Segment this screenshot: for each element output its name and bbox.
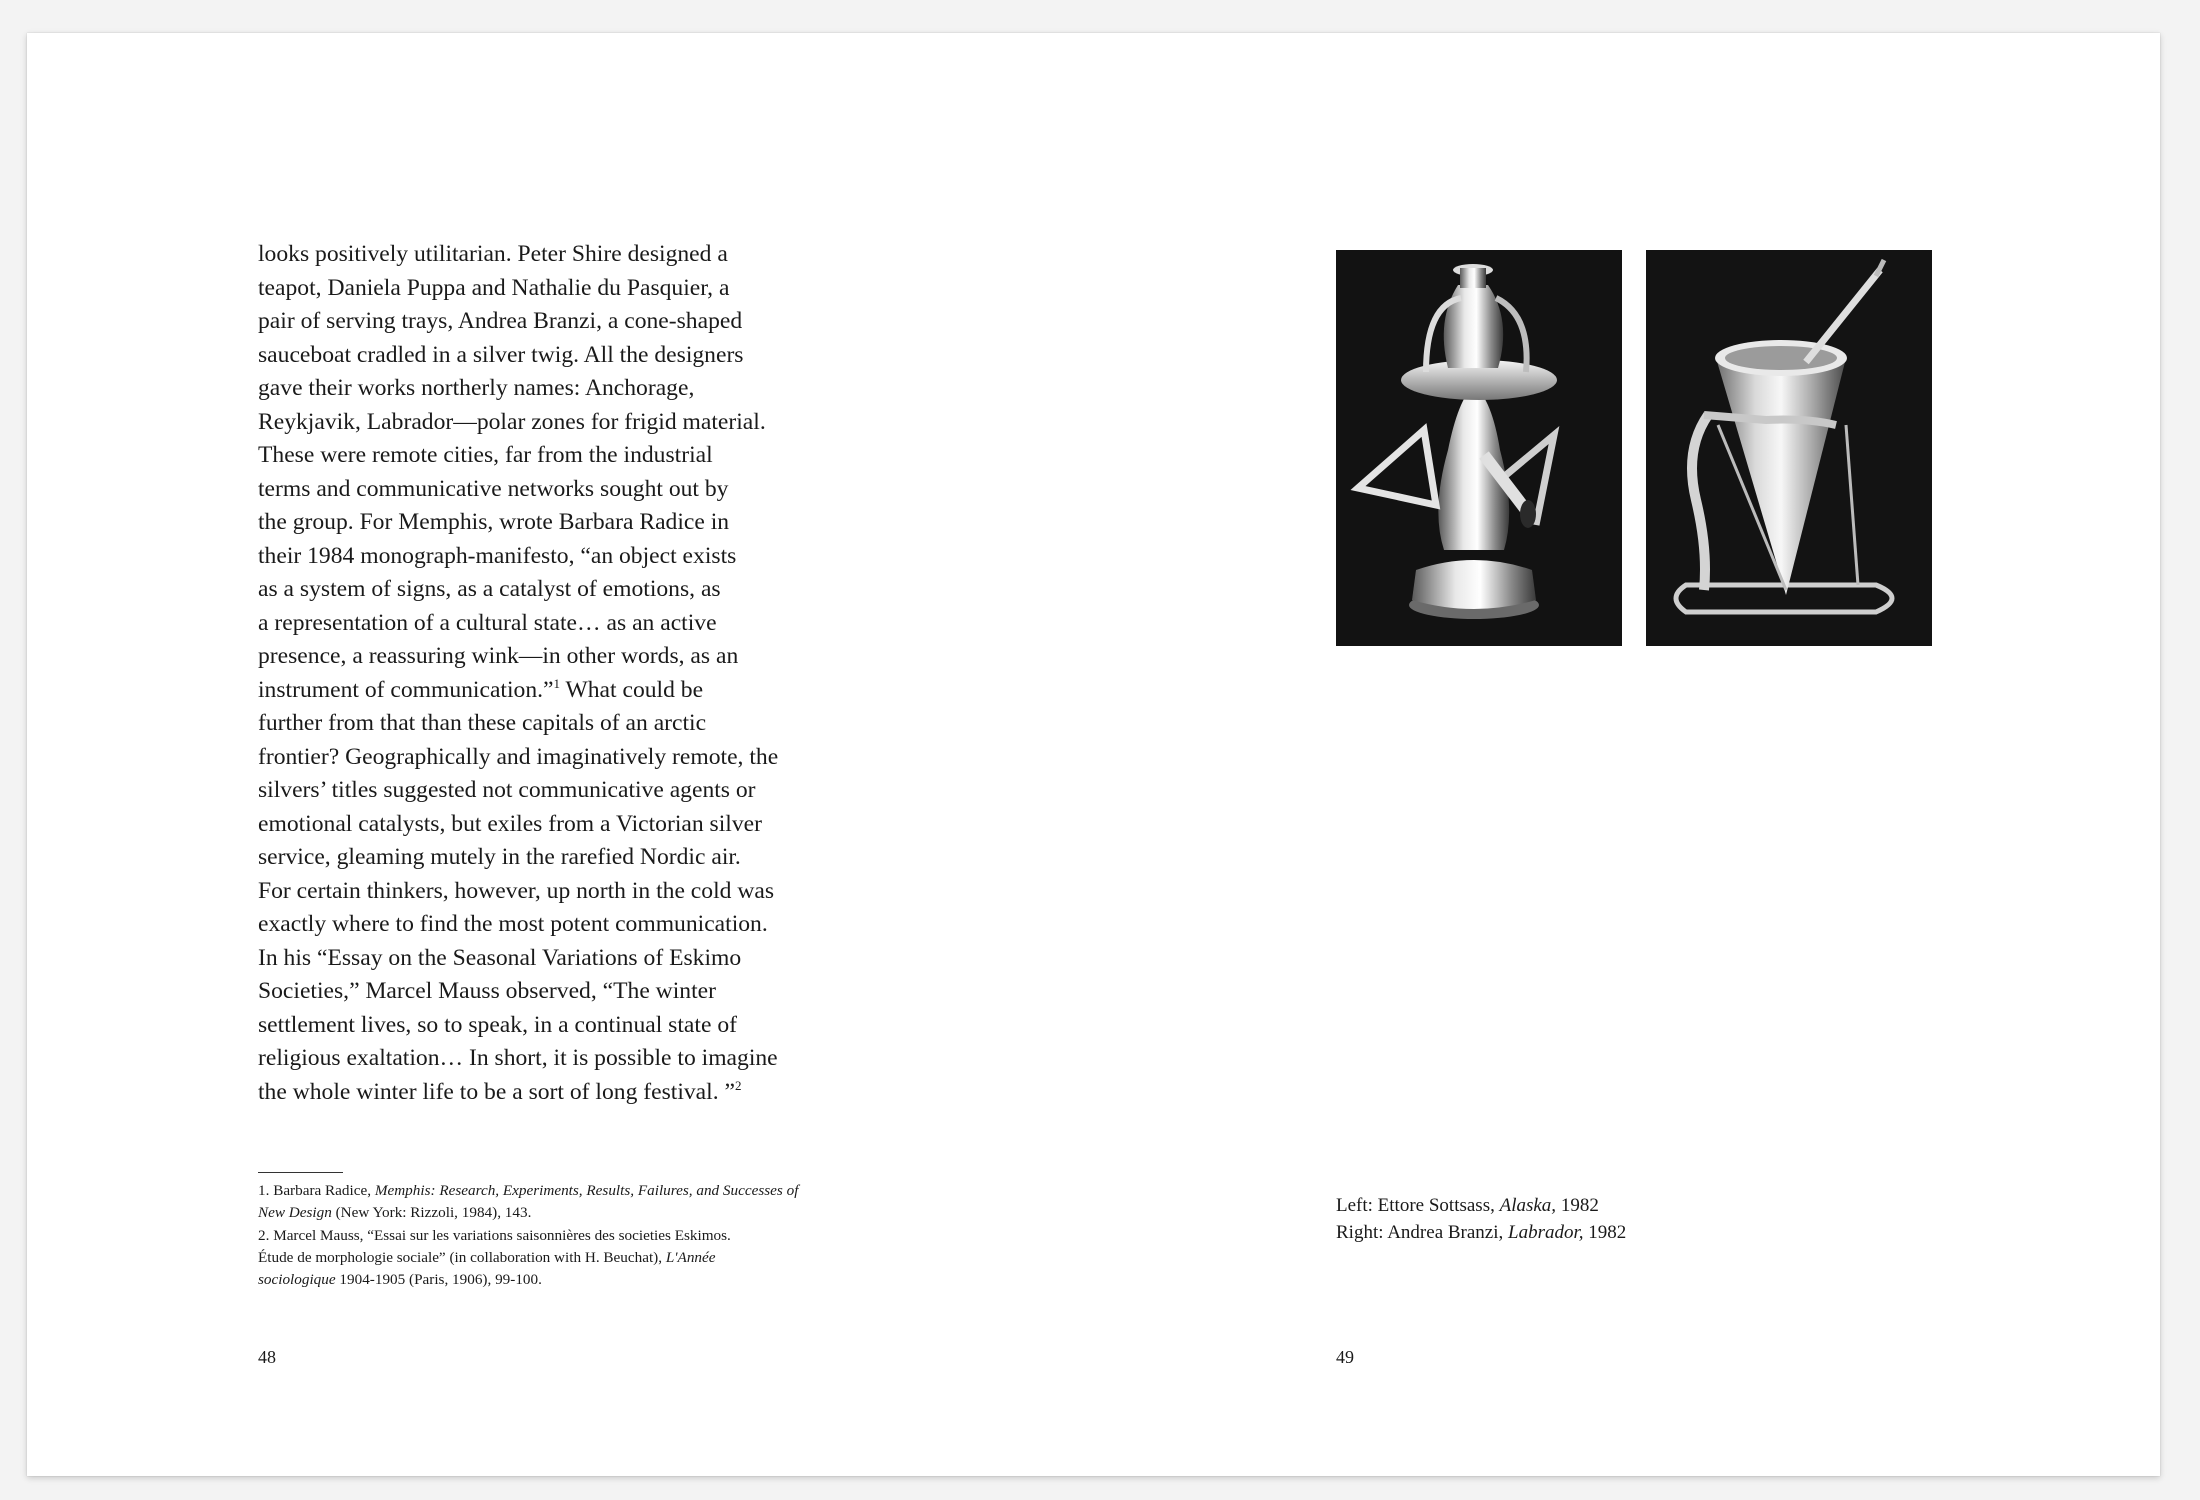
footnote-text: (New York: Rizzoli, 1984), 143. — [331, 1204, 532, 1222]
text-line-with-footnote — [258, 674, 898, 708]
footnote-title: sociologique — [258, 1271, 336, 1289]
text-line: In his “Essay on the Seasonal Variations of Eskimo — [258, 944, 742, 971]
text-line: further from that than these capitals of an arctic — [258, 710, 707, 736]
caption-text: Left: Ettore Sottsass, — [1336, 1195, 1500, 1216]
footnote-rule — [258, 1172, 343, 1173]
photo-labrador-sauceboat — [1646, 250, 1932, 646]
caption-text: 1982 — [1556, 1195, 1599, 1216]
footnote-2-line — [258, 1247, 898, 1269]
text-line: Reykjavik, Labrador—polar zones for frigid material. — [258, 408, 766, 435]
page-number-right: 49 — [1336, 1347, 1354, 1367]
text-line: looks positively utilitarian. Peter Shire designed a — [258, 241, 728, 267]
caption-title: Alaska, — [1499, 1195, 1557, 1216]
caption-text: 1982 — [1583, 1222, 1627, 1243]
text-line: the group. For Memphis, wrote Barbara Radice in — [258, 509, 730, 535]
text-fragment: What could be — [560, 676, 704, 703]
footnotes — [258, 1180, 898, 1291]
text-line: as a system of signs, as a catalyst of emotions, as — [258, 576, 721, 602]
footnote-ref-1[interactable]: 1 — [553, 675, 561, 691]
text-line: a representation of a cultural state… as an active — [258, 609, 717, 636]
sauceboat-illustration — [1646, 250, 1932, 646]
footnote-title: New Design — [258, 1204, 332, 1222]
text-fragment: the whole winter life to be a sort of long festival. ” — [258, 1078, 735, 1105]
teapot-illustration — [1336, 250, 1622, 646]
text-line: frontier? Geographically and imaginatively remote, the — [258, 743, 779, 770]
caption-title: Labrador, — [1508, 1222, 1584, 1243]
footnote-text: 1. Barbara Radice, — [258, 1182, 375, 1199]
text-line: exactly where to find the most potent communication. — [258, 911, 768, 937]
text-line: pair of serving trays, Andrea Branzi, a cone-shaped — [258, 308, 743, 334]
footnote-text: Étude de morphologie sociale” (in collaboration with H. Beuchat), — [258, 1248, 666, 1266]
page-number-left: 48 — [258, 1347, 276, 1367]
text-line: These were remote cities, far from the industrial — [258, 442, 713, 468]
text-line: gave their works northerly names: Anchorage, — [258, 375, 695, 401]
text-line: service, gleaming mutely in the rarefied Nordic air. — [258, 844, 741, 870]
text-line: settlement lives, so to speak, in a continual state of — [258, 1011, 737, 1038]
footnote-2-line — [258, 1269, 898, 1291]
text-line: religious exaltation… In short, it is possible to imagine — [258, 1045, 778, 1071]
text-line: their 1984 monograph-manifesto, “an object exists — [258, 542, 737, 569]
text-line: sauceboat cradled in a silver twig. All the designers — [258, 341, 744, 368]
text-line: For certain thinkers, however, up north in the cold was — [258, 877, 775, 904]
text-line: presence, a reassuring wink—in other words, as an — [258, 643, 739, 669]
footnote-1-line — [258, 1180, 898, 1202]
caption-left — [1336, 1192, 1626, 1219]
footnote-2-line: 2. Marcel Mauss, “Essai sur les variations saisonnières des societies Eskimos. — [258, 1226, 731, 1244]
footnote-title: Memphis: Research, Experiments, Results, Failures, and Successes of — [374, 1182, 799, 1199]
text-fragment: instrument of communication.” — [258, 676, 554, 703]
text-line: emotional catalysts, but exiles from a Victorian silver — [258, 810, 762, 837]
footnote-ref-2[interactable]: 2 — [734, 1077, 742, 1093]
text-line: teapot, Daniela Puppa and Nathalie du Pasquier, a — [258, 274, 730, 301]
text-line: silvers’ titles suggested not communicative agents or — [258, 777, 756, 803]
footnote-text: 1904-1905 (Paris, 1906), 99-100. — [335, 1271, 542, 1289]
footnote-1-line — [258, 1202, 898, 1224]
text-line: Societies,” Marcel Mauss observed, “The winter — [258, 978, 716, 1004]
footnote-title: L'Année — [665, 1248, 716, 1266]
photo-alaska-teapot — [1336, 250, 1622, 646]
text-line: terms and communicative networks sought out by — [258, 475, 729, 502]
body-text — [258, 238, 898, 1109]
photo-caption — [1336, 1192, 1626, 1246]
caption-text: Right: Andrea Branzi, — [1336, 1222, 1509, 1243]
caption-right — [1336, 1219, 1626, 1246]
text-line-with-footnote — [258, 1076, 898, 1110]
